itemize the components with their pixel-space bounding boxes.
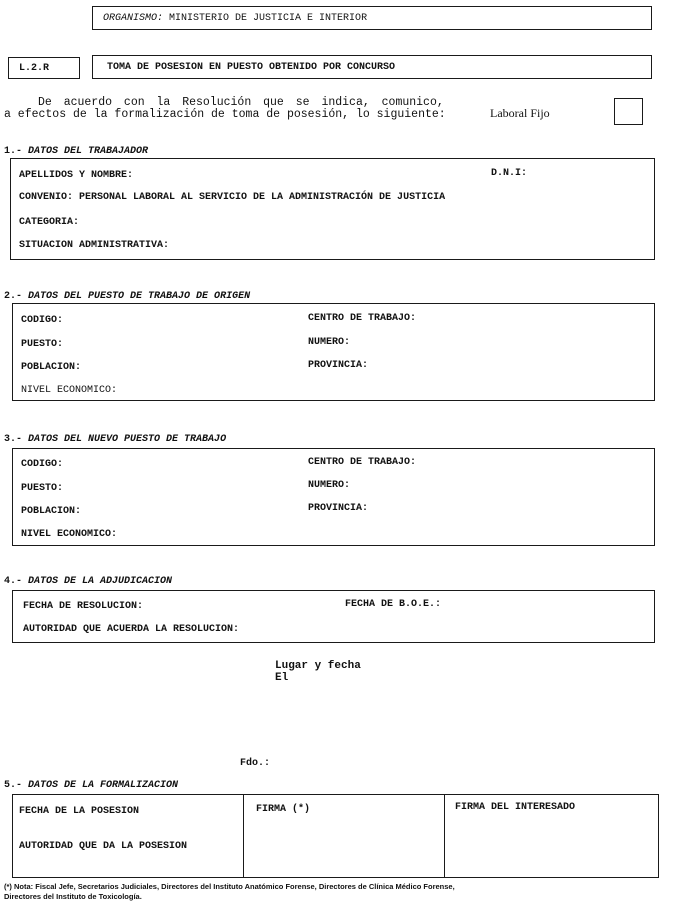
origen-codigo-field[interactable]: CODIGO:	[21, 315, 64, 326]
section2-box	[12, 303, 655, 401]
firma-field[interactable]: FIRMA (*)	[256, 804, 311, 815]
origen-poblacion-field[interactable]: POBLACION:	[21, 362, 82, 373]
footnote-line1: (*) Nota: Fiscal Jefe, Secretarios Judiciales, Directores del Instituto Anatómico Forense, Directores de Clínica Médico Forense,	[4, 882, 455, 891]
el-label: El	[275, 672, 289, 684]
form-code: L.2.R	[19, 63, 50, 74]
section5-divider-1	[243, 795, 244, 877]
section4-box	[12, 590, 655, 643]
origen-provincia-field[interactable]: PROVINCIA:	[308, 360, 369, 371]
apellidos-field[interactable]: APELLIDOS Y NOMBRE:	[19, 170, 134, 181]
organismo-value: MINISTERIO DE JUSTICIA E INTERIOR	[169, 13, 368, 24]
autoridad-resolucion-field[interactable]: AUTORIDAD QUE ACUERDA LA RESOLUCION:	[23, 624, 240, 635]
section1-box	[10, 158, 655, 260]
origen-nivel-field[interactable]: NIVEL ECONOMICO:	[21, 385, 118, 396]
origen-puesto-field[interactable]: PUESTO:	[21, 339, 64, 350]
situacion-field[interactable]: SITUACION ADMINISTRATIVA:	[19, 240, 170, 251]
firmado-label: Fdo.:	[240, 758, 271, 769]
footnote-line2: Directores del Instituto de Toxicología.	[4, 892, 142, 901]
origen-centro-field[interactable]: CENTRO DE TRABAJO:	[308, 313, 417, 324]
intro-line2: a efectos de la formalización de toma de posesión, lo siguiente:	[4, 108, 446, 121]
form-code-box	[8, 57, 80, 79]
section5-box	[12, 794, 659, 878]
nuevo-puesto-field[interactable]: PUESTO:	[21, 483, 64, 494]
nuevo-numero-field[interactable]: NUMERO:	[308, 480, 351, 491]
firma-interesado-field[interactable]: FIRMA DEL INTERESADO	[455, 802, 576, 813]
categoria-field[interactable]: CATEGORIA:	[19, 217, 80, 228]
section4-heading: 4.- DATOS DE LA ADJUDICACION	[4, 576, 173, 587]
form-title-box	[92, 55, 652, 79]
section3-heading: 3.- DATOS DEL NUEVO PUESTO DE TRABAJO	[4, 434, 227, 445]
type-label: Laboral Fijo	[490, 106, 550, 120]
intro-line1: De acuerdo con la Resolución que se indica, comunico,	[38, 96, 444, 109]
organismo-label: ORGANISMO:	[103, 13, 164, 24]
organismo-box	[92, 6, 652, 30]
fecha-posesion-field[interactable]: FECHA DE LA POSESION	[19, 806, 140, 817]
section1-heading: 1.- DATOS DEL TRABAJADOR	[4, 146, 149, 157]
autoridad-posesion-field[interactable]: AUTORIDAD QUE DA LA POSESION	[19, 841, 188, 852]
section3-box	[12, 448, 655, 546]
dni-field[interactable]: D.N.I:	[491, 168, 528, 179]
convenio-field: CONVENIO: PERSONAL LABORAL AL SERVICIO DE LA ADMINISTRACIÓN DE JUSTICIA	[19, 192, 446, 203]
nuevo-centro-field[interactable]: CENTRO DE TRABAJO:	[308, 457, 417, 468]
nuevo-provincia-field[interactable]: PROVINCIA:	[308, 503, 369, 514]
form-title: TOMA DE POSESION EN PUESTO OBTENIDO POR CONCURSO	[107, 62, 396, 73]
lugar-fecha: Lugar y fecha	[275, 660, 361, 672]
footnote	[4, 882, 698, 902]
section5-divider-2	[444, 795, 445, 877]
section5-heading: 5.- DATOS DE LA FORMALIZACION	[4, 780, 179, 791]
nuevo-nivel-field[interactable]: NIVEL ECONOMICO:	[21, 529, 118, 540]
fecha-boe-field[interactable]: FECHA DE B.O.E.:	[345, 599, 442, 610]
nuevo-codigo-field[interactable]: CODIGO:	[21, 459, 64, 470]
section2-heading: 2.- DATOS DEL PUESTO DE TRABAJO DE ORIGEN	[4, 291, 251, 302]
laboral-fijo-checkbox[interactable]	[614, 98, 643, 125]
origen-numero-field[interactable]: NUMERO:	[308, 337, 351, 348]
nuevo-poblacion-field[interactable]: POBLACION:	[21, 506, 82, 517]
fecha-resolucion-field[interactable]: FECHA DE RESOLUCION:	[23, 601, 144, 612]
